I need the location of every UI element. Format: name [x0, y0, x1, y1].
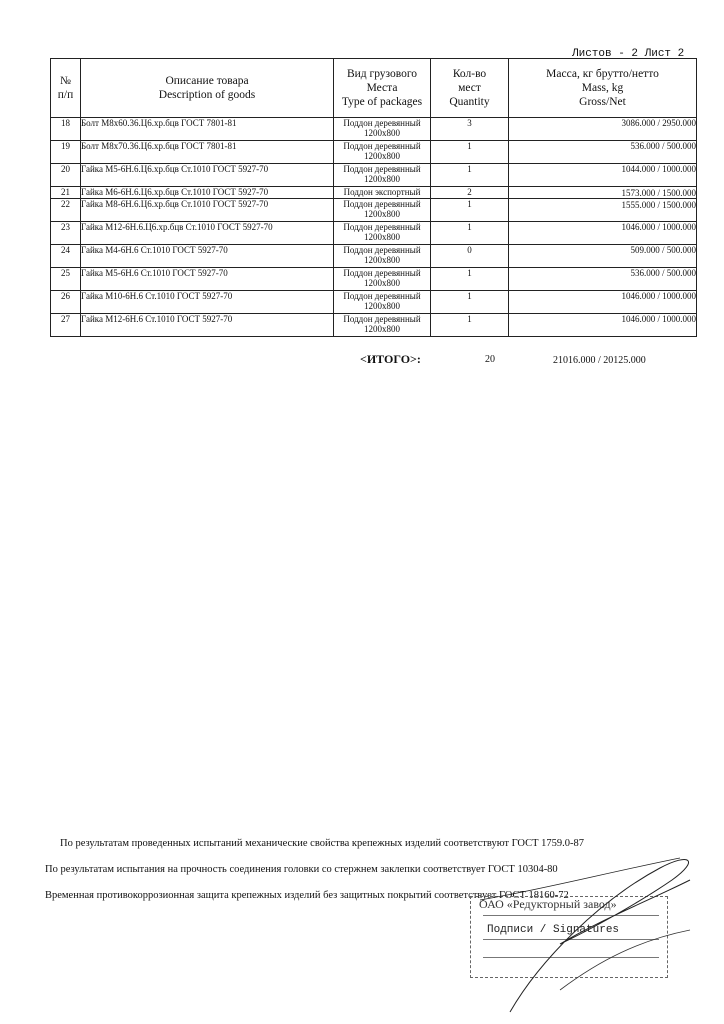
total-mass: 21016.000 / 20125.000	[553, 355, 646, 366]
row-description: Гайка М10-6Н.6 Ст.1010 ГОСТ 5927-70	[81, 291, 334, 314]
note-corrosion-protection: Временная противокоррозионная защита крепежных изделий без защитных покрытий соответствует ГОСТ 18160-72	[45, 890, 569, 901]
total-label: <ИТОГО>:	[360, 352, 421, 366]
row-quantity: 1	[431, 268, 509, 291]
row-number: 26	[51, 291, 81, 314]
row-quantity: 3	[431, 118, 509, 141]
row-package: Поддон деревянный 1200х800	[334, 118, 431, 141]
row-number: 22	[51, 199, 81, 222]
row-mass: 1046.000 / 1000.000	[509, 291, 697, 314]
row-package: Поддон деревянный 1200х800	[334, 164, 431, 187]
row-description: Гайка М12-6Н.6.Ц6.хр.бцв Ст.1010 ГОСТ 5927-70	[81, 222, 334, 245]
row-package: Поддон деревянный 1200х800	[334, 268, 431, 291]
row-number: 23	[51, 222, 81, 245]
header-number: № п/п	[51, 59, 81, 118]
stamp-signatures-label: Подписи / Signatures	[487, 924, 620, 936]
note-rivet-strength: По результатам испытания на прочность соединения головки со стержнем заклепки соответствует ГОСТ 10304-80	[45, 864, 558, 875]
row-description: Гайка М6-6Н.6.Ц6.хр.бцв Ст.1010 ГОСТ 5927-70	[81, 187, 334, 199]
header-packages: Вид грузового Места Type of packages	[334, 59, 431, 118]
row-number: 18	[51, 118, 81, 141]
row-mass: 3086.000 / 2950.000	[509, 118, 697, 141]
row-quantity: 1	[431, 291, 509, 314]
row-quantity: 1	[431, 222, 509, 245]
sheet-number: Листов - 2 Лист 2	[572, 48, 685, 60]
row-package: Поддон деревянный 1200х800	[334, 222, 431, 245]
row-number: 21	[51, 187, 81, 199]
row-mass: 1044.000 / 1000.000	[509, 164, 697, 187]
row-quantity: 1	[431, 164, 509, 187]
header-quantity: Кол-во мест Quantity	[431, 59, 509, 118]
stamp-organization: ОАО «Редукторный завод»	[479, 897, 617, 911]
row-package: Поддон деревянный 1200х800	[334, 314, 431, 337]
row-quantity: 1	[431, 141, 509, 164]
row-quantity: 1	[431, 314, 509, 337]
row-mass: 509.000 / 500.000	[509, 245, 697, 268]
row-number: 25	[51, 268, 81, 291]
row-package: Поддон деревянный 1200х800	[334, 199, 431, 222]
row-mass: 1046.000 / 1000.000	[509, 314, 697, 337]
total-quantity: 20	[485, 354, 495, 365]
note-mechanical-properties: По результатам проведенных испытаний механические свойства крепежных изделий соответствуют ГОСТ 1759.0-87	[60, 838, 585, 849]
row-mass: 1555.000 / 1500.000	[509, 199, 697, 222]
row-description: Болт М8х70.36.Ц6.хр.бцв ГОСТ 7801-81	[81, 141, 334, 164]
row-number: 19	[51, 141, 81, 164]
row-quantity: 0	[431, 245, 509, 268]
header-description: Описание товара Description of goods	[81, 59, 334, 118]
row-mass: 536.000 / 500.000	[509, 141, 697, 164]
row-number: 27	[51, 314, 81, 337]
row-package: Поддон деревянный 1200х800	[334, 245, 431, 268]
row-quantity: 2	[431, 187, 509, 199]
row-mass: 536.000 / 500.000	[509, 268, 697, 291]
header-mass: Масса, кг брутто/нетто Mass, kg Gross/Net	[509, 59, 697, 118]
row-description: Гайка М4-6Н.6 Ст.1010 ГОСТ 5927-70	[81, 245, 334, 268]
row-mass: 1046.000 / 1000.000	[509, 222, 697, 245]
row-package: Поддон деревянный 1200х800	[334, 141, 431, 164]
row-number: 20	[51, 164, 81, 187]
row-description: Болт М8х60.36.Ц6.хр.бцв ГОСТ 7801-81	[81, 118, 334, 141]
row-quantity: 1	[431, 199, 509, 222]
row-mass: 1573.000 / 1500.000	[509, 187, 697, 199]
row-description: Гайка М12-6Н.6 Ст.1010 ГОСТ 5927-70	[81, 314, 334, 337]
row-package: Поддон экспортный	[334, 187, 431, 199]
row-description: Гайка М5-6Н.6.Ц6.хр.бцв Ст.1010 ГОСТ 5927-70	[81, 164, 334, 187]
row-package: Поддон деревянный 1200х800	[334, 291, 431, 314]
row-description: Гайка М5-6Н.6 Ст.1010 ГОСТ 5927-70	[81, 268, 334, 291]
row-number: 24	[51, 245, 81, 268]
row-description: Гайка М8-6Н.6.Ц6.хр.бцв Ст.1010 ГОСТ 5927-70	[81, 199, 334, 222]
